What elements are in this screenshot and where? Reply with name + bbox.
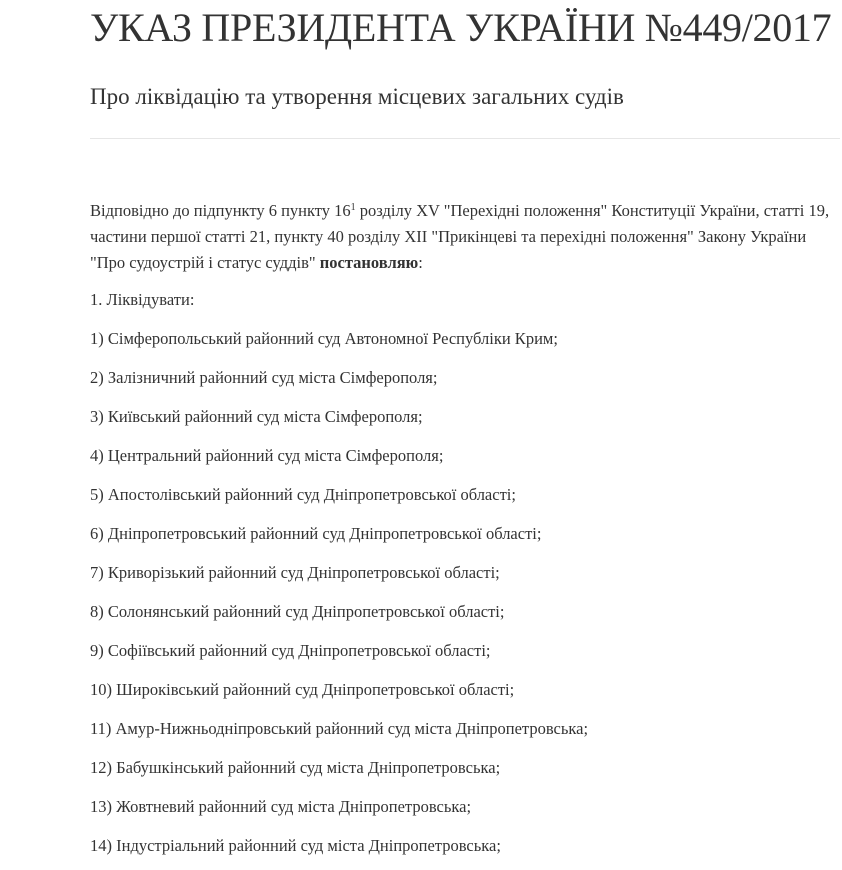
list-item: 11) Амур-Нижньодніпровський районний суд міста Дніпропетровська; [90,719,589,738]
list-item: 6) Дніпропетровський районний суд Дніпропетровської області; [90,524,542,543]
list-item: 12) Бабушкінський районний суд міста Дніпропетровська; [90,758,501,777]
list-item: 13) Жовтневий районний суд міста Дніпропетровська; [90,797,472,816]
list-item: 3) Київський районний суд міста Сімферополя; [90,407,423,426]
intro-text-end: : [418,253,423,272]
list-item: 8) Солонянський районний суд Дніпропетровської області; [90,602,505,621]
intro-text-middle: розділу XV "Перехідні положення" Конституції України, статті 19, частини першої статті 21, пункту 40 розділу XII "Прикінцеві та перехідні положення" Закону України "Про судоустрій і статус суддів" [90,201,830,272]
page-subtitle: Про ліквідацію та утворення місцевих загальних судів [90,84,624,109]
list-item: 2) Залізничний районний суд міста Сімферополя; [90,368,438,387]
intro-bold-word: постановляю [319,253,419,272]
list-item: 5) Апостолівський районний суд Дніпропетровської області; [90,485,516,504]
intro-paragraph [90,198,835,276]
list-item: 14) Індустріальний районний суд міста Дніпропетровська; [90,836,501,855]
intro-superscript: 1 [350,202,356,213]
list-item: 7) Криворізький районний суд Дніпропетровської області; [90,563,500,582]
list-item: 1. Ліквідувати: [90,290,195,309]
list-item: 4) Центральний районний суд міста Сімферополя; [90,446,444,465]
decree-body [90,198,835,859]
list-item: 9) Софіївський районний суд Дніпропетровської області; [90,641,491,660]
divider [90,138,840,139]
list-item: 10) Широківський районний суд Дніпропетровської області; [90,680,515,699]
list-item: 1) Сімферопольський районний суд Автономної Республіки Крим; [90,329,558,348]
intro-text-start: Відповідно до підпункту 6 пункту 16 [90,201,351,220]
page-title: УКАЗ ПРЕЗИДЕНТА УКРАЇНИ №449/2017 [90,5,832,50]
